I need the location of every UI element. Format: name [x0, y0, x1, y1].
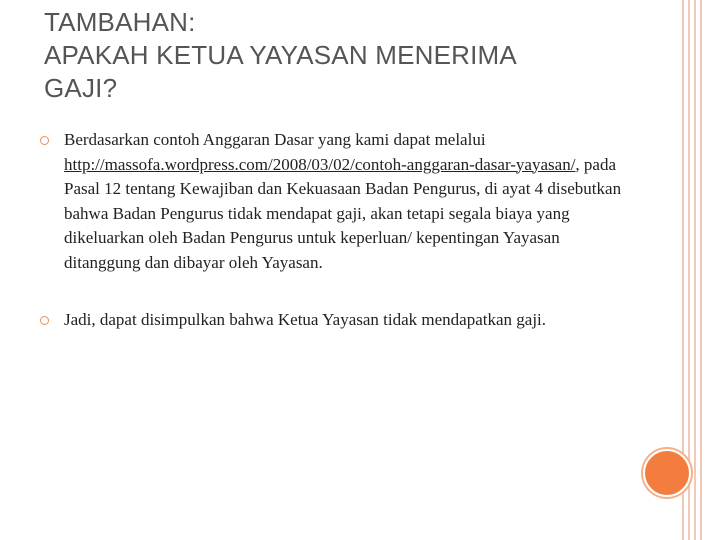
- decorative-rail: [694, 0, 696, 540]
- bullet-text-suffix: , pada Pasal 12 tentang Kewajiban dan Kekuasaan Badan Pengurus, di ayat 4 disebutkan bahwa Badan Pengurus tidak mendapat gaji, akan tetapi segala biaya yang dikeluarkan oleh Badan Pengurus untuk keperluan/ kepentingan Yayasan ditanggung dan dibayar oleh Yayasan.: [64, 154, 622, 272]
- bullet-item-reference: [40, 128, 630, 275]
- title-line-2: APAKAH KETUA YAYASAN MENERIMA: [44, 40, 517, 70]
- accent-circle-icon: [643, 449, 691, 497]
- title-line-1: TAMBAHAN:: [44, 7, 196, 37]
- bullet-item-conclusion: [40, 308, 630, 333]
- bullet-text: Jadi, dapat disimpulkan bahwa Ketua Yayasan tidak mendapatkan gaji.: [64, 310, 547, 329]
- decorative-rail: [700, 0, 702, 540]
- slide-title: [44, 6, 644, 105]
- anggaran-dasar-link[interactable]: http://massofa.wordpress.com/2008/03/02/contoh-anggaran-dasar-yayasan/: [64, 154, 576, 174]
- title-line-3: GAJI?: [44, 73, 118, 103]
- circle-bullet-icon: [40, 316, 49, 325]
- decorative-rail: [688, 0, 690, 540]
- circle-bullet-icon: [40, 136, 49, 145]
- bullet-list: [40, 128, 630, 333]
- bullet-text-prefix: Berdasarkan contoh Anggaran Dasar yang kami dapat melalui: [64, 130, 486, 149]
